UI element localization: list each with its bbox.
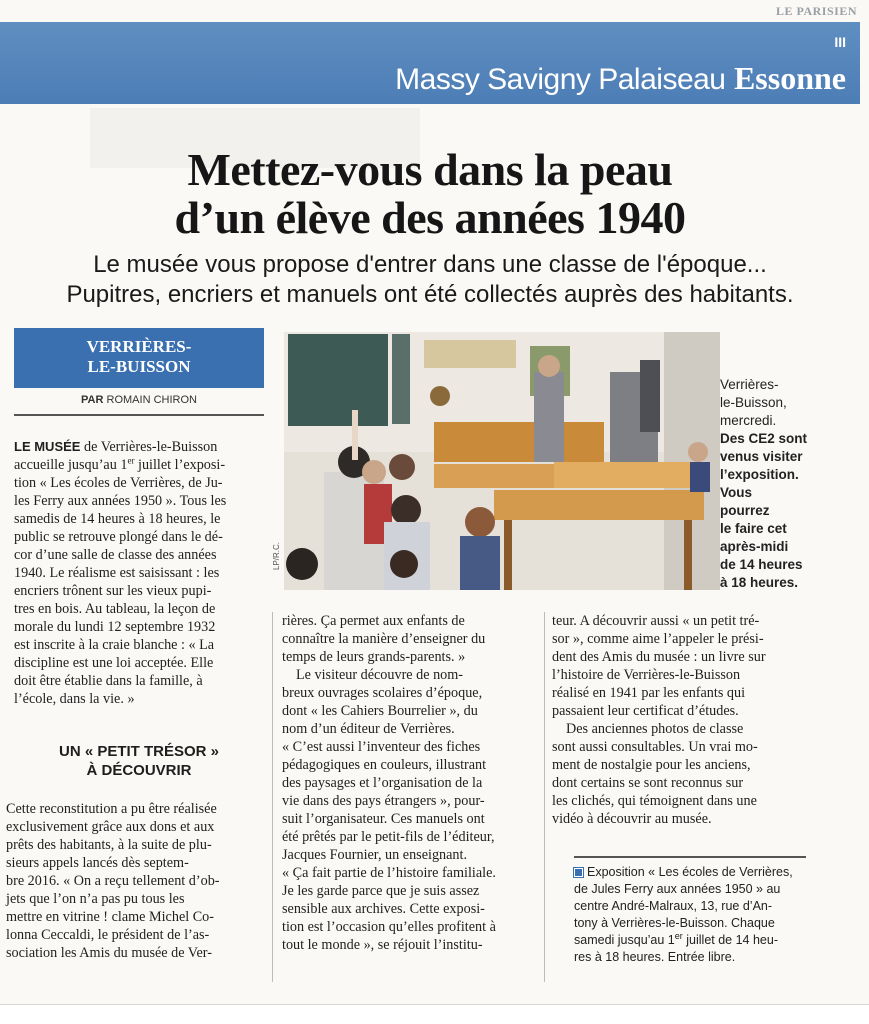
col2-line: des paysages et l’organisation de la — [282, 775, 483, 791]
byline-prefix: PAR — [81, 394, 104, 406]
location-tag — [14, 328, 264, 388]
col1-line: tres en bois. Au tableau, la leçon de — [14, 601, 216, 617]
col2-line: temps de leurs grands-parents. » — [282, 649, 466, 665]
col2-line: rières. Ça permet aux enfants de — [282, 613, 465, 629]
section-banner — [0, 22, 860, 104]
col1-line: cor d’une salle de classe des années — [14, 547, 217, 563]
col1-line: accueille jusqu’au 1er juillet l’exposi- — [14, 455, 226, 473]
col1-line: doit être établie dans la famille, à — [14, 673, 203, 689]
info-line: res à 18 heures. Entrée libre. — [574, 950, 736, 964]
col1b-line: Cette reconstitution a pu être réalisée — [6, 801, 217, 817]
article-column-1b — [6, 800, 264, 962]
subheadline — [30, 250, 830, 310]
article-column-2 — [282, 612, 534, 954]
info-line: samedi jusqu’au 1er juillet de 14 heu- — [574, 930, 778, 947]
col1b-line: jets que l’on n’a pas pu tous les — [6, 891, 185, 907]
col2-line: Jacques Fournier, un enseignant. — [282, 847, 468, 863]
col2-line: « Ça fait partie de l’histoire familiale. — [282, 865, 496, 881]
location-line-2: LE-BUISSON — [87, 357, 191, 376]
practical-info-box — [574, 856, 806, 966]
caption-line: Vous — [720, 485, 753, 500]
headline-line-2: d’un élève des années 1940 — [174, 192, 686, 243]
col1b-line: sieurs appels lancés dès septem- — [6, 855, 189, 871]
col1b-line: mettre en vitrine ! clame Michel Co- — [6, 909, 215, 925]
col3-line: Des anciennes photos de classe — [566, 721, 744, 737]
classroom-illustration — [284, 332, 720, 590]
col3-line: passaient leur certificat d’études. — [552, 703, 739, 719]
col1b-line: lonna Ceccaldi, le président de l’as- — [6, 927, 210, 943]
col1-line: LE MUSÉE de Verrières-le-Buisson — [14, 439, 218, 455]
article-column-3 — [552, 612, 804, 828]
headline-line-1: Mettez-vous dans la peau — [187, 144, 673, 195]
caption-body — [720, 430, 860, 592]
col1-line: 1940. Le réalisme est saisissant : les — [14, 565, 220, 581]
col2-line: tion est l’occasion qu’elles profitent à — [282, 919, 496, 935]
col1-line: samedis de 14 heures à 18 heures, le — [14, 511, 221, 527]
info-line: tony à Verrières-le-Buisson. Chaque — [574, 916, 775, 930]
blackboard — [288, 334, 388, 426]
col3-line: teur. A découvrir aussi « un petit tré- — [552, 613, 760, 629]
page-number: III — [834, 34, 846, 50]
col3-line: les clichés, qui témoignent dans une — [552, 793, 757, 809]
column-rule — [544, 612, 545, 982]
col2-line: Je les garde parce que je suis assez — [282, 883, 480, 899]
col1-line: est inscrite à la craie blanche : « La — [14, 637, 215, 653]
col3-line: vidéo à découvrir au musée. — [552, 811, 712, 827]
col3-line: dont certains se sont reconnus sur — [552, 775, 744, 791]
intertitle-line-2: À DÉCOUVRIR — [86, 762, 192, 779]
section-towns: Massy Savigny Palaiseau — [395, 63, 726, 96]
caption-line: à 18 heures. — [720, 575, 799, 590]
caption-line: l’exposition. — [720, 467, 799, 482]
masthead: LE PARISIEN — [776, 4, 857, 18]
col1-line: les Ferry aux années 1950 ». Tous les — [14, 493, 227, 509]
col2-line: vie dans des pays étrangers », pour- — [282, 793, 485, 809]
caption-line: le-Buisson, — [720, 395, 787, 410]
col2-line: nom d’un éditeur de Verrières. — [282, 721, 455, 737]
col3-line: sor », comme aime l’appeler le prési- — [552, 631, 764, 647]
intertitle-line-1: UN « PETIT TRÉSOR » — [58, 743, 220, 760]
caption-line: pourrez — [720, 503, 770, 518]
section-department: Essonne — [733, 60, 846, 96]
info-square-icon — [574, 868, 583, 877]
col2-line: été prêtés par le petit-fils de l’éditeur, — [282, 829, 495, 845]
col1-line: l’école, dans la vie. » — [14, 691, 135, 707]
caption-line: de 14 heures — [720, 557, 803, 572]
caption-line: Verrières- — [720, 377, 779, 392]
photo-credit: LP/R.C. — [272, 541, 281, 570]
section-title — [395, 60, 846, 97]
col1-line: discipline est une loi acceptée. Elle — [14, 655, 214, 671]
headline — [40, 146, 820, 242]
scan-bottom-edge — [0, 1004, 869, 1024]
col1b-line: sociation les Amis du musée de Ver- — [6, 945, 212, 961]
location-line-1: VERRIÈRES- — [86, 337, 192, 356]
col1-line: tion « Les écoles de Verrières, de Ju- — [14, 475, 223, 491]
caption-line: venus visiter — [720, 449, 803, 464]
caption-line: Des CE2 sont — [720, 431, 808, 446]
col3-line: réalisé en 1941 par les enfants qui — [552, 685, 746, 701]
col2-line: Le visiteur découvre de nom- — [296, 667, 464, 683]
lead-word: LE MUSÉE — [14, 439, 81, 454]
col2-line: sensible aux archives. Cette exposi- — [282, 901, 485, 917]
col1-line: morale du lundi 12 septembre 1932 — [14, 619, 216, 635]
byline — [14, 394, 264, 406]
info-line: centre André-Malraux, 13, rue d’An- — [574, 899, 773, 913]
col2-line: dont « les Cahiers Bourrelier », du — [282, 703, 478, 719]
col2-line: breux ouvrages scolaires d’époque, — [282, 685, 483, 701]
classroom-photo — [284, 332, 720, 590]
caption-line: après-midi — [720, 539, 789, 554]
col2-line: « C’est aussi l’inventeur des fiches — [282, 739, 481, 755]
subhead-line-1: Le musée vous propose d'entrer dans une classe de l'époque... — [93, 251, 767, 278]
col1-line: public se retrouve plongé dans le dé- — [14, 529, 223, 545]
photo-caption — [720, 376, 860, 592]
col3-line: sont aussi consultables. Un vrai mo- — [552, 739, 758, 755]
article-column-1 — [14, 438, 264, 708]
subhead-line-2: Pupitres, encriers et manuels ont été collectés auprès des habitants. — [66, 281, 794, 308]
info-line: Exposition « Les écoles de Verrières, — [574, 864, 806, 881]
col2-line: pédagogiques en couleurs, illustrant — [282, 757, 487, 773]
byline-divider — [14, 414, 264, 416]
col1b-line: prêts des habitants, à la suite de plu- — [6, 837, 212, 853]
byline-author: ROMAIN CHIRON — [106, 394, 197, 406]
col2-line: connaître la manière d’enseigner du — [282, 631, 486, 647]
caption-line: le faire cet — [720, 521, 787, 536]
column-rule — [272, 612, 273, 982]
intertitle — [14, 742, 264, 780]
info-line: de Jules Ferry aux années 1950 » au — [574, 882, 781, 896]
col3-line: ment de nostalgie pour les anciens, — [552, 757, 751, 773]
caption-line: mercredi. — [720, 413, 777, 428]
col2-line: suit l’organisateur. Ces manuels ont — [282, 811, 485, 827]
col2-line: tout le monde », se réjouit l’institu- — [282, 937, 483, 953]
col3-line: l’histoire de Verrières-le-Buisson — [552, 667, 741, 683]
col1-line: encriers trônent sur les vieux pupi- — [14, 583, 212, 599]
col3-line: dent des Amis du musée : un livre sur — [552, 649, 766, 665]
col1b-line: exclusivement grâce aux dons et aux — [6, 819, 215, 835]
col1b-line: bre 2016. « On a reçu tellement d’ob- — [6, 873, 220, 889]
